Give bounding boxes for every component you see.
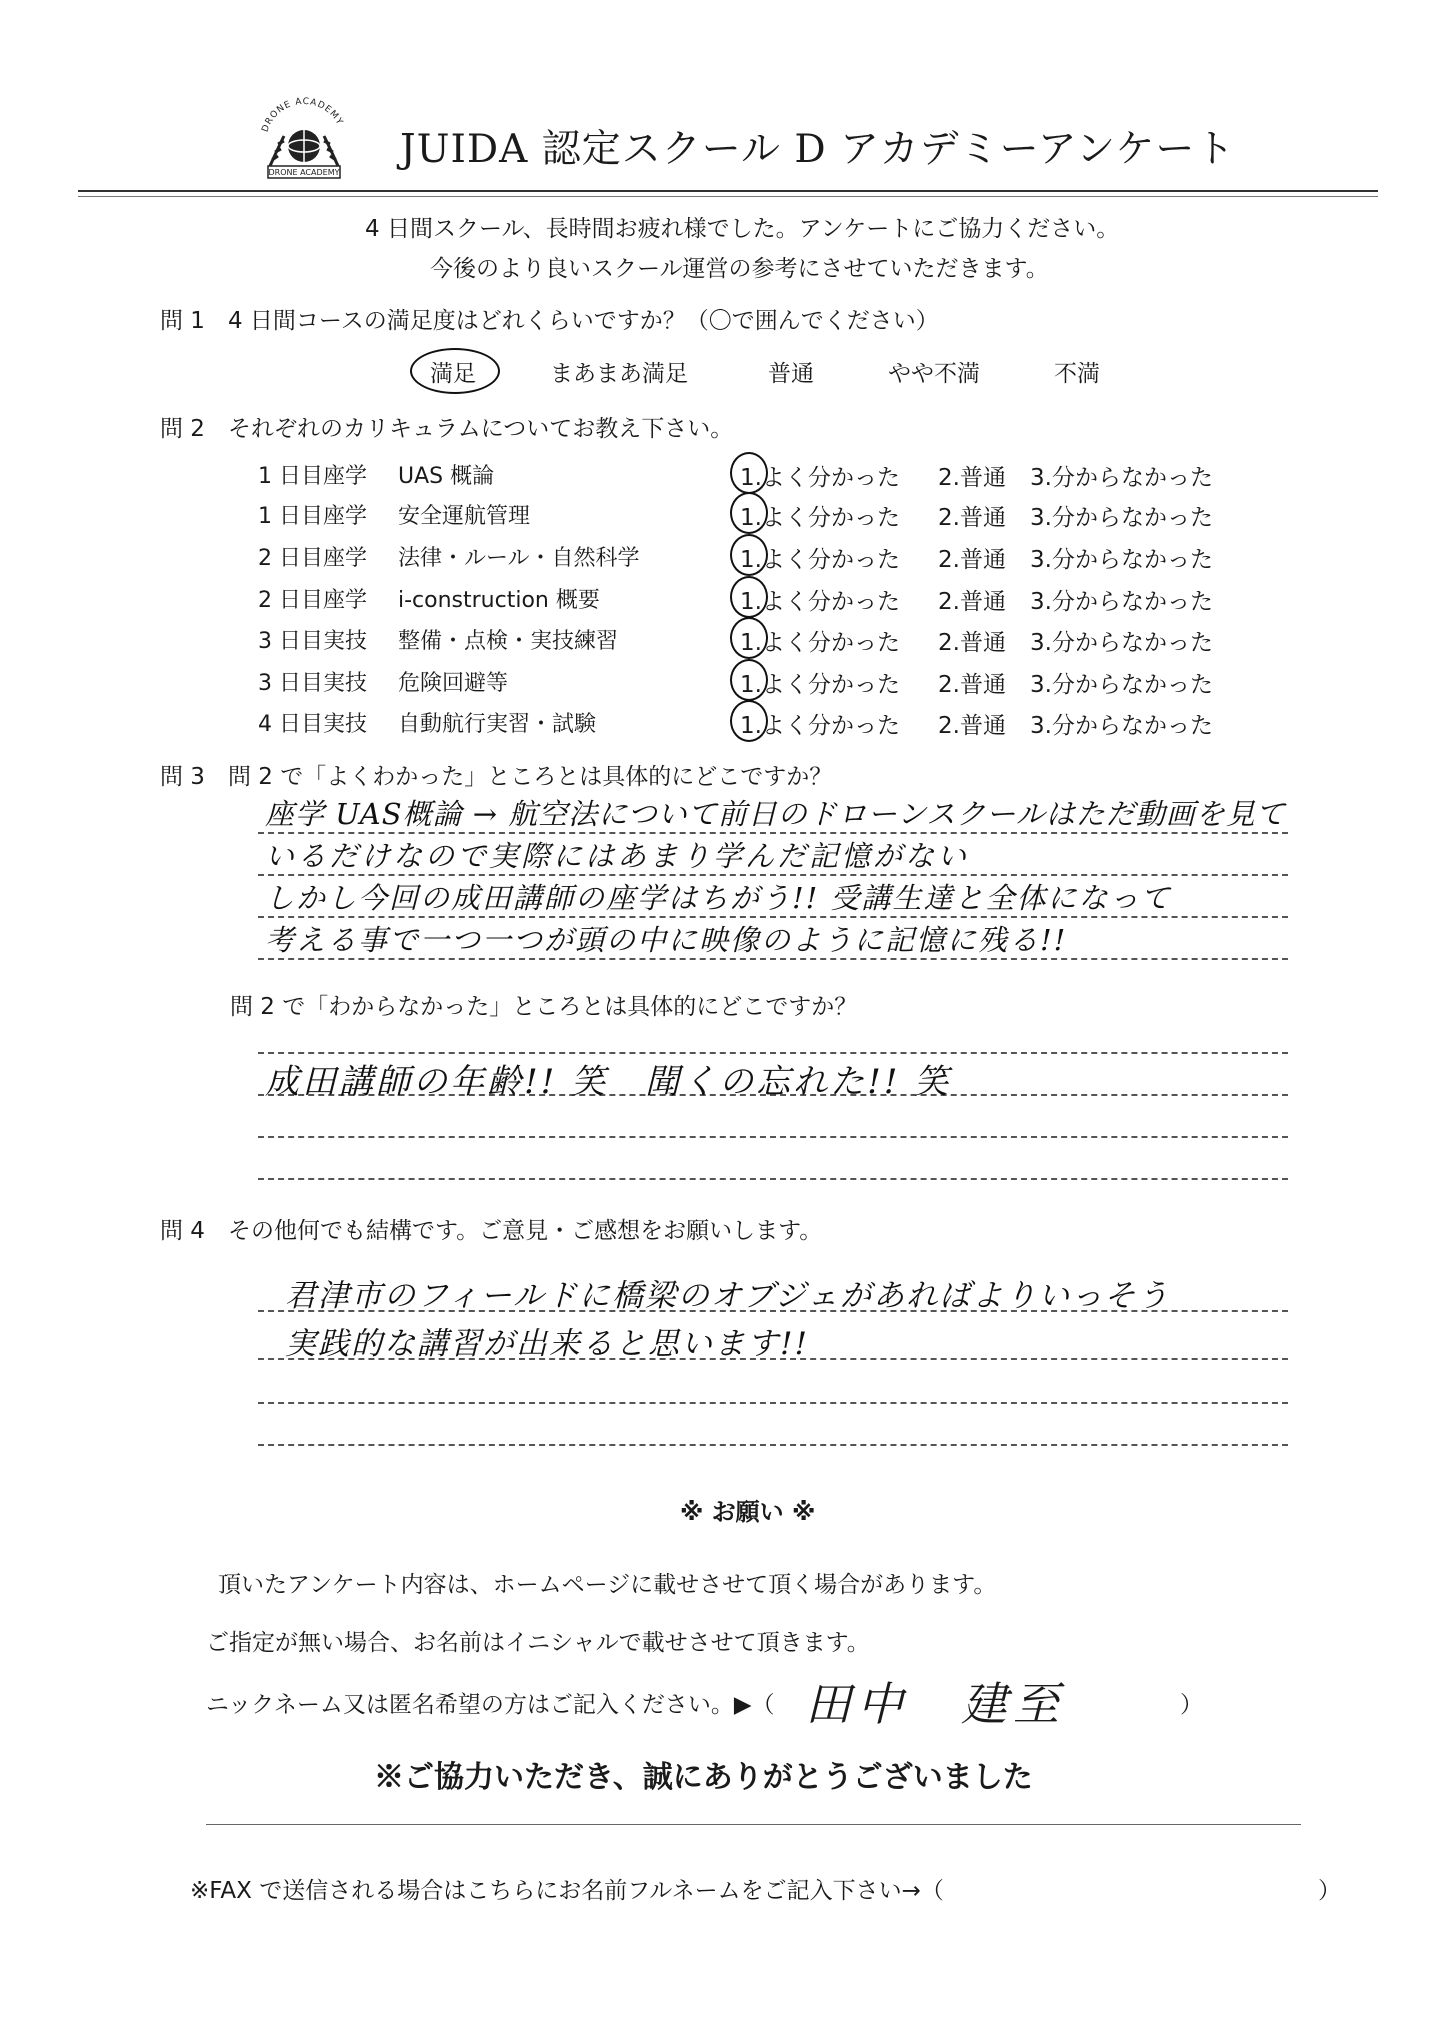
nickname-close: ） [1180, 1692, 1203, 1718]
q2-option-normal[interactable]: 2.普通 [938, 630, 1006, 656]
notice-line-1: 頂いたアンケート内容は、ホームページに載せさせて頂く場合があります。 [218, 1572, 997, 1598]
fax-label: ※FAX で送信される場合はこちらにお名前フルネームをご記入下さい→（ [190, 1878, 944, 1904]
q2-option-bad[interactable]: 3.分からなかった [1030, 630, 1213, 656]
q2-option-bad[interactable]: 3.分からなかった [1030, 505, 1213, 531]
q2-option-bad[interactable]: 3.分からなかった [1030, 465, 1213, 491]
divider-line [206, 1824, 1301, 1825]
q2-row-subject: i-construction 概要 [398, 588, 600, 613]
notice-line-2: ご指定が無い場合、お名前はイニシャルで載せさせて頂きます。 [206, 1630, 870, 1656]
q2-option-good[interactable]: 1.よく分かった [740, 713, 900, 739]
q2-option-good[interactable]: 1.よく分かった [740, 547, 900, 573]
q1-option-dissatisfied[interactable]: 不満 [1054, 361, 1100, 387]
q2-option-normal[interactable]: 2.普通 [938, 672, 1006, 698]
q2-option-normal[interactable]: 2.普通 [938, 589, 1006, 615]
q2-option-normal[interactable]: 2.普通 [938, 547, 1006, 573]
q2-option-good[interactable]: 1.よく分かった [740, 672, 900, 698]
q2-row-day: 2 日目座学 [258, 546, 367, 571]
q2-row-day: 4 日目実技 [258, 712, 367, 737]
q2-label: 問 2 それぞれのカリキュラムについてお教え下さい。 [160, 416, 734, 442]
thanks-message: ※ご協力いただき、誠にありがとうございました [374, 1760, 1033, 1795]
q2-option-bad[interactable]: 3.分からなかった [1030, 672, 1213, 698]
q3-handwritten-answer: しかし今回の成田講師の座学はちがう!! 受講生達と全体になって [265, 881, 1172, 915]
q2-option-normal[interactable]: 2.普通 [938, 465, 1006, 491]
q2-row-subject: 整備・点検・実技練習 [398, 629, 619, 654]
q3-handwritten-answer: いるだけなので実際にはあまり学んだ記憶がない [265, 839, 970, 873]
q2-option-bad[interactable]: 3.分からなかった [1030, 589, 1213, 615]
q3-sub-handwritten-answer: 成田講師の年齢!! 笑 聞くの忘れた!! 笑 [265, 1062, 952, 1102]
q1-option-neutral[interactable]: 普通 [768, 361, 814, 387]
svg-text:DRONE ACADEMY: DRONE ACADEMY [260, 96, 345, 134]
answer-line [258, 1444, 1288, 1446]
q2-row-day: 2 日目座学 [258, 588, 367, 613]
q2-option-good[interactable]: 1.よく分かった [740, 630, 900, 656]
q2-option-bad[interactable]: 3.分からなかった [1030, 547, 1213, 573]
answer-line [258, 1178, 1288, 1180]
q2-row-subject: 自動航行実習・試験 [398, 712, 597, 737]
q3-sub-label: 問 2 で「わからなかった」ところとは具体的にどこですか？ [230, 994, 858, 1020]
q1-label: 問 1 4 日間コースの満足度はどれくらいですか？（〇で囲んでください） [160, 308, 939, 334]
q2-row-day: 1 日目座学 [258, 464, 367, 489]
fax-close: ） [1318, 1878, 1341, 1904]
q3-handwritten-answer: 座学 UAS概論 → 航空法について前日のドローンスクールはただ動画を見て [265, 797, 1286, 831]
nickname-label: ニックネーム又は匿名希望の方はご記入ください。▶（ [206, 1692, 775, 1718]
q2-option-bad[interactable]: 3.分からなかった [1030, 713, 1213, 739]
q4-handwritten-answer: 実践的な講習が出来ると思います!! [285, 1326, 809, 1362]
q2-option-good[interactable]: 1.よく分かった [740, 505, 900, 531]
q2-row-day: 3 日目実技 [258, 629, 367, 654]
answer-line [258, 1402, 1288, 1404]
intro-line-1: 4 日間スクール、長時間お疲れ様でした。アンケートにご協力ください。 [365, 216, 1120, 242]
drone-academy-logo [248, 86, 360, 198]
intro-line-2: 今後のより良いスクール運営の参考にさせていただきます。 [430, 256, 1049, 282]
q4-handwritten-answer: 君津市のフィールドに橋梁のオブジェがあればよりいっそう [285, 1278, 1171, 1314]
q1-option-somewhat-satisfied[interactable]: まあまあ満足 [550, 361, 688, 387]
q1-option-satisfied[interactable]: 満足 [430, 361, 476, 387]
survey-title: JUIDA 認定スクール D アカデミーアンケート [400, 127, 1236, 172]
notice-heading: ※ お願い ※ [680, 1498, 816, 1526]
q3-label: 問 3 問 2 で「よくわかった」ところとは具体的にどこですか？ [160, 764, 833, 790]
q2-row-day: 3 日目実技 [258, 671, 367, 696]
svg-text:DRONE ACADEMY: DRONE ACADEMY [268, 168, 340, 177]
q4-label: 問 4 その他何でも結構です。ご意見・ご感想をお願いします。 [160, 1218, 823, 1244]
q2-row-subject: UAS 概論 [398, 464, 495, 489]
q2-option-normal[interactable]: 2.普通 [938, 713, 1006, 739]
nickname-handwritten[interactable]: 田中 建至 [805, 1677, 1065, 1731]
q2-option-good[interactable]: 1.よく分かった [740, 589, 900, 615]
q2-option-good[interactable]: 1.よく分かった [740, 465, 900, 491]
q2-row-subject: 危険回避等 [398, 671, 509, 696]
q2-row-subject: 法律・ルール・自然科学 [398, 546, 640, 571]
title-divider [78, 190, 1378, 197]
q3-handwritten-answer: 考える事で一つ一つが頭の中に映像のように記憶に残る!! [265, 923, 1068, 957]
q1-option-somewhat-dissatisfied[interactable]: やや不満 [888, 361, 980, 387]
answer-line [258, 1136, 1288, 1138]
q2-row-subject: 安全運航管理 [398, 504, 531, 529]
q2-row-day: 1 日目座学 [258, 504, 367, 529]
q2-option-normal[interactable]: 2.普通 [938, 505, 1006, 531]
